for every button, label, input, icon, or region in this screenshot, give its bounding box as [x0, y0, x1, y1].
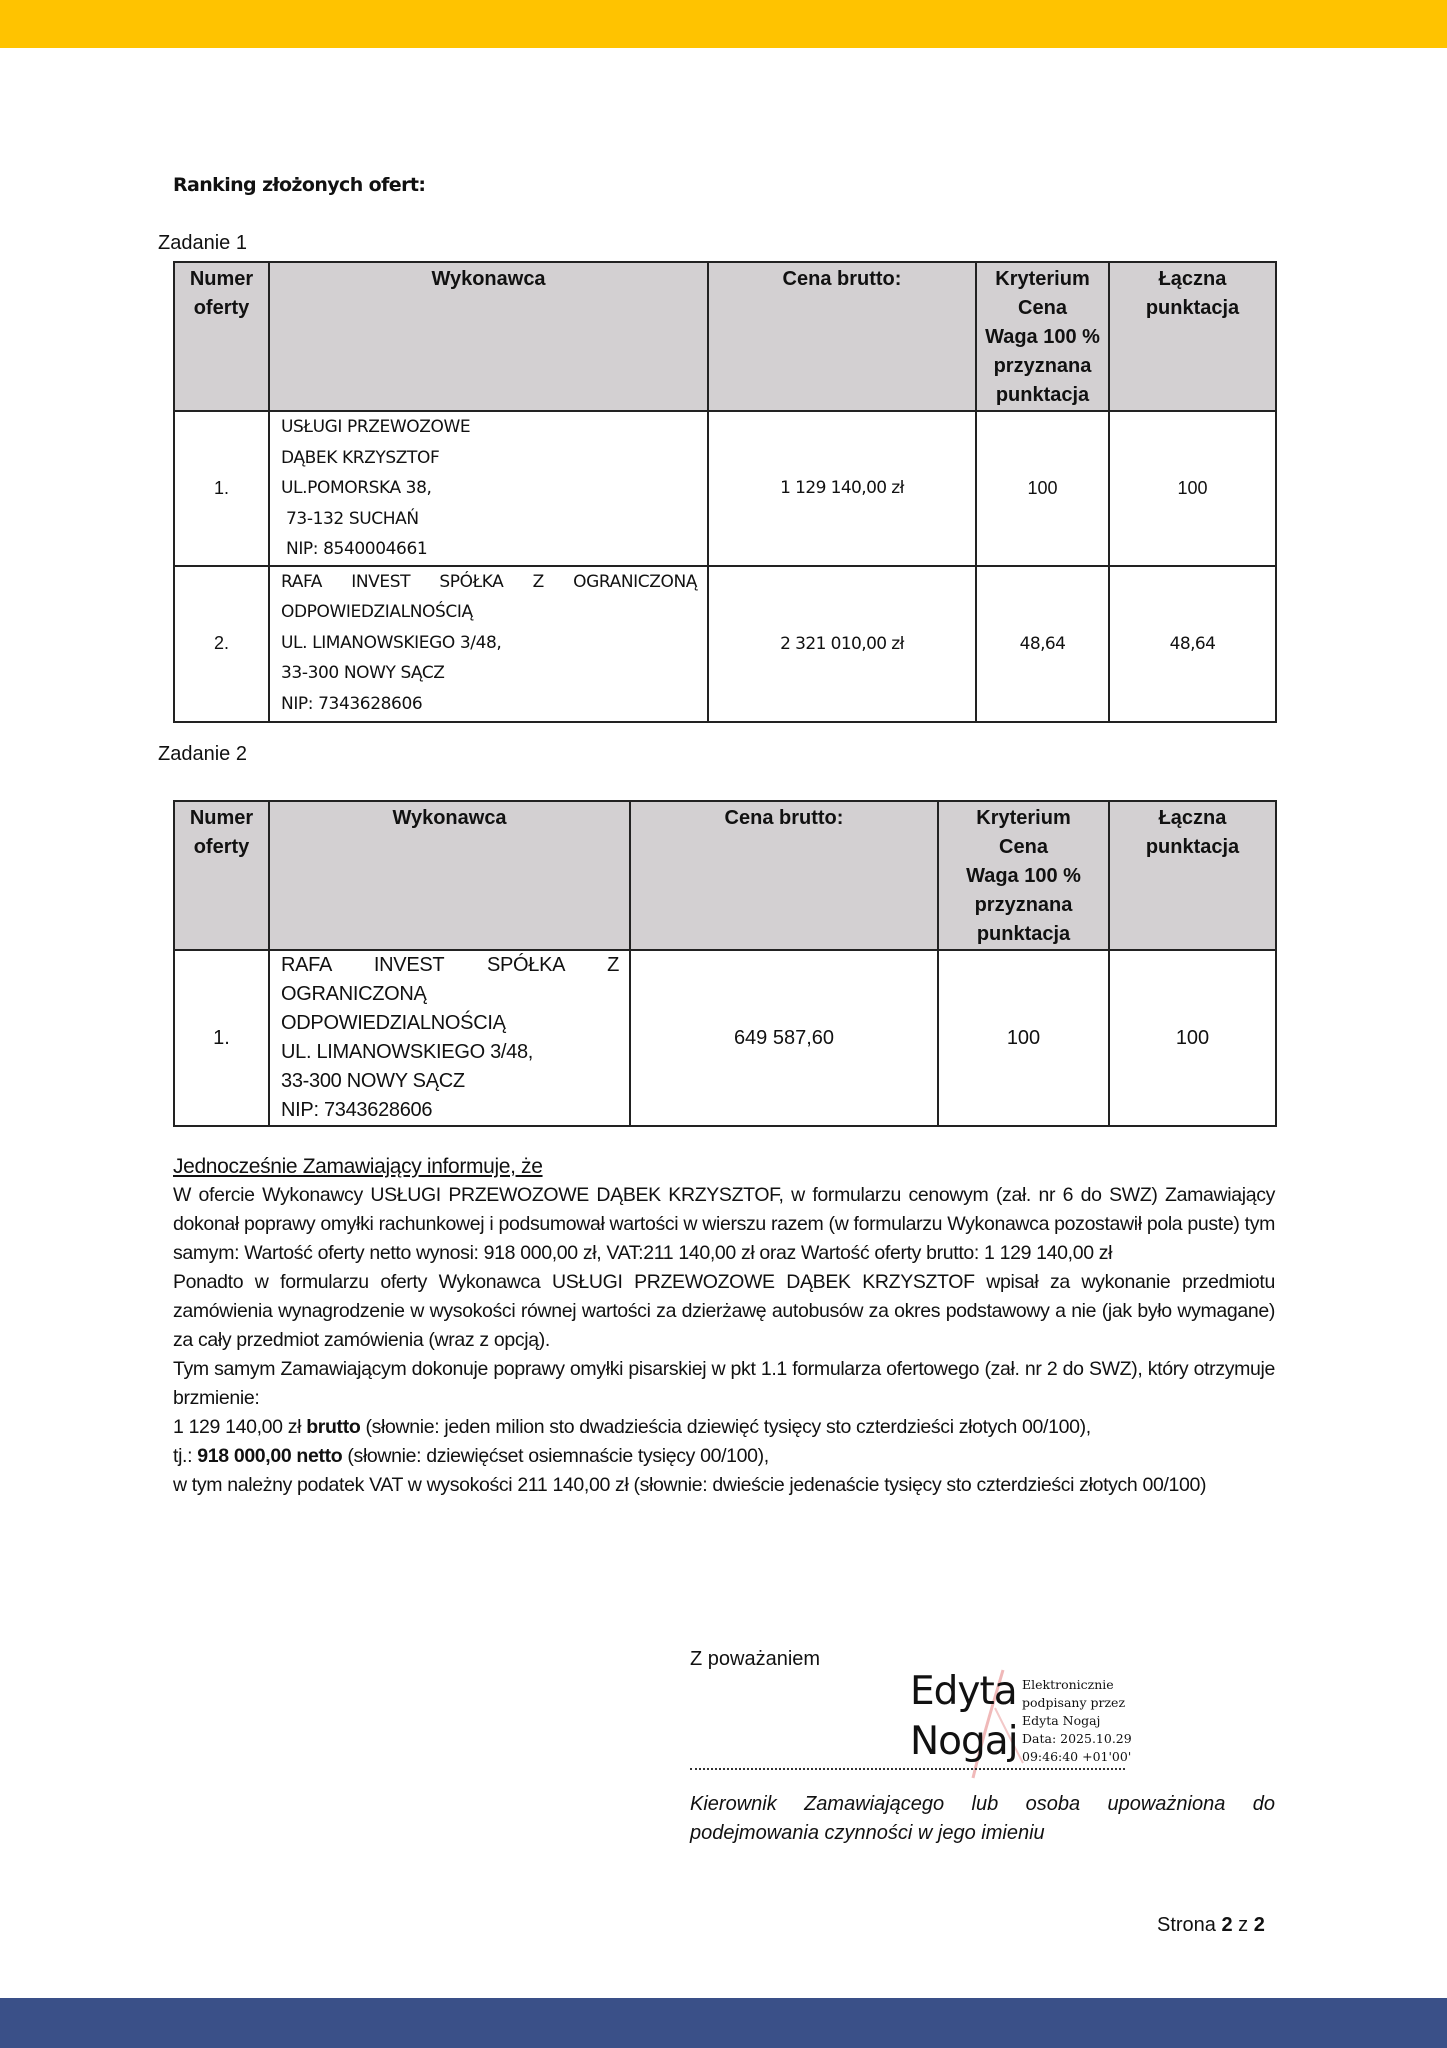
bottom-color-bar	[0, 1998, 1447, 2048]
information-paragraph-1: W ofercie Wykonawcy USŁUGI PRZEWOZOWE DĄBEK KRZYSZTOF, w formularzu cenowym (zał. nr 6 do SWZ) Zamawiający dokonał poprawy omyłki rachunkowej i podsumował wartości w wierszu razem (w formularzu Wykonawca pozostawił pola puste) tym samym: Wartość oferty netto wynosi: 918 000,00 zł, VAT:211 140,00 zł oraz Wartość oferty brutto: 1 129 140,00 zł	[173, 1184, 1275, 1264]
header-price: Cena brutto:	[630, 801, 938, 950]
vat-amount-line: w tym należny podatek VAT w wysokości 211 140,00 zł (słownie: dwieście jedenaście tysięcy sto czterdzieści złotych 00/100)	[173, 1474, 1207, 1496]
gross-amount-line: 1 129 140,00 zł brutto (słownie: jeden milion sto dwadzieścia dziewięć tysięcy sto czterdzieści złotych 00/100),	[173, 1416, 1091, 1438]
ranking-title: Ranking złożonych ofert:	[173, 174, 426, 196]
signature-dotted-line	[690, 1768, 1125, 1770]
table-row	[174, 950, 1276, 1126]
header-offer-number: Numer oferty	[174, 262, 269, 411]
task-1-label: Zadanie 1	[158, 232, 247, 254]
offer-number: 2.	[174, 566, 269, 722]
table-header-row	[174, 801, 1276, 950]
header-contractor: Wykonawca	[269, 801, 630, 950]
contractor-cell: USŁUGI PRZEWOZOWE DĄBEK KRZYSZTOF UL.POMORSKA 38, 73-132 SUCHAŃ NIP: 8540004661	[269, 411, 708, 566]
information-paragraph-3: Tym samym Zamawiającym dokonuje poprawy omyłki pisarskiej w pkt 1.1 formularza ofertowego (zał. nr 2 do SWZ), który otrzymuje brzmienie:	[173, 1358, 1275, 1409]
criterion-score: 100	[938, 950, 1109, 1126]
contractor-cell: RAFA INVEST SPÓŁKA Z OGRANICZONĄ ODPOWIEDZIALNOŚCIĄ UL. LIMANOWSKIEGO 3/48, 33-300 NOWY SĄCZ NIP: 7343628606	[269, 566, 708, 722]
table-row	[174, 566, 1276, 722]
task-2-label: Zadanie 2	[158, 743, 247, 765]
criterion-score: 100	[976, 411, 1109, 566]
information-heading: Jednocześnie Zamawiający informuje, że	[173, 1155, 543, 1178]
signer-last-name: Nogaj	[910, 1719, 1018, 1764]
gross-price: 649 587,60	[630, 950, 938, 1126]
page-number: Strona 2 z 2	[1157, 1914, 1265, 1936]
total-score: 48,64	[1109, 566, 1276, 722]
total-score: 100	[1109, 950, 1276, 1126]
task-2-ranking-table	[173, 800, 1277, 1127]
gross-price: 1 129 140,00 zł	[708, 411, 976, 566]
signer-role: Kierownik Zamawiającego lub osoba upoważniona do podejmowania czynności w jego imieniu	[690, 1793, 1275, 1844]
electronic-signature	[910, 1668, 1130, 1778]
gross-price: 2 321 010,00 zł	[708, 566, 976, 722]
header-criterion: Kryterium Cena Waga 100 % przyznana punktacja	[976, 262, 1109, 411]
signer-first-name: Edyta	[910, 1669, 1017, 1714]
table-header-row	[174, 262, 1276, 411]
information-paragraph-2: Ponadto w formularzu oferty Wykonawca USŁUGI PRZEWOZOWE DĄBEK KRZYSZTOF wpisał za wykonanie przedmiotu zamówienia wynagrodzenie w wysokości równej wartości za dzierżawę autobusów za okres podstawowy a nie (jak było wymagane) za cały przedmiot zamówienia (wraz z opcją).	[173, 1271, 1275, 1351]
information-section	[173, 1152, 1275, 1500]
offer-number: 1.	[174, 411, 269, 566]
criterion-score: 48,64	[976, 566, 1109, 722]
header-price: Cena brutto:	[708, 262, 976, 411]
header-contractor: Wykonawca	[269, 262, 708, 411]
total-score: 100	[1109, 411, 1276, 566]
header-criterion: Kryterium Cena Waga 100 % przyznana punktacja	[938, 801, 1109, 950]
header-total-score: Łączna punktacja	[1109, 262, 1276, 411]
closing-phrase: Z poważaniem	[690, 1648, 821, 1670]
top-color-bar	[0, 0, 1447, 48]
header-total-score: Łączna punktacja	[1109, 801, 1276, 950]
net-amount-line: tj.: 918 000,00 netto (słownie: dziewięćset osiemnaście tysięcy 00/100),	[173, 1445, 769, 1467]
task-1-ranking-table	[173, 261, 1277, 723]
contractor-cell: RAFA INVEST SPÓŁKA Z OGRANICZONĄ ODPOWIEDZIALNOŚCIĄ UL. LIMANOWSKIEGO 3/48, 33-300 NOWY SĄCZ NIP: 7343628606	[269, 950, 630, 1126]
header-offer-number: Numer oferty	[174, 801, 269, 950]
signature-details: Elektronicznie podpisany przez Edyta Nogaj Data: 2025.10.29 09:46:40 +01'00'	[1022, 1677, 1132, 1764]
table-row	[174, 411, 1276, 566]
offer-number: 1.	[174, 950, 269, 1126]
